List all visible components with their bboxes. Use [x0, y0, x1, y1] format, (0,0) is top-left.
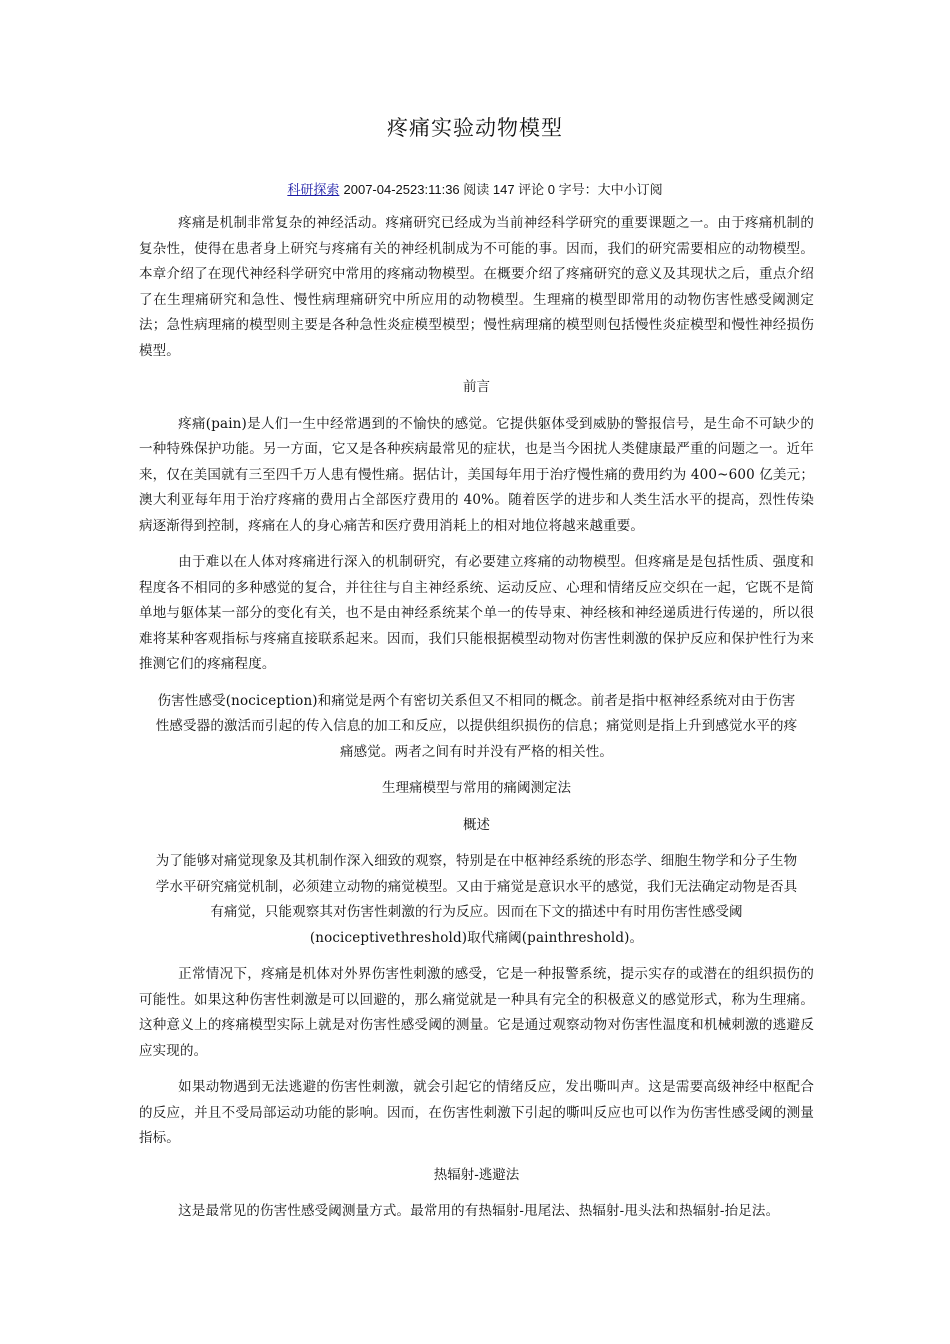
- heading-physiological-pain: 生理痛模型与常用的痛阈测定法: [382, 780, 571, 796]
- category-link[interactable]: 科研探索: [287, 183, 340, 198]
- heat-paragraph-1: 这是最常见的伤害性感受阈测量方式。最常用的有热辐射-甩尾法、热辐射-甩头法和热辐射-抬足法。: [178, 1203, 780, 1219]
- article-body: [139, 211, 814, 1236]
- preface-paragraph-3: 伤害性感受(nociception)和痛觉是两个有密切关系但又不相同的概念。前者是指中枢神经系统对由于伤害性感受器的激活而引起的传入信息的加工和反应，以提供组织损伤的信息；痛觉则是指上升到感觉水平的疼痛感觉。两者之间有时并没有严格的相关性。: [155, 692, 798, 760]
- abstract-paragraph: 疼痛是机制非常复杂的神经活动。疼痛研究已经成为当前神经科学研究的重要课题之一。由于疼痛机制的复杂性，使得在患者身上研究与疼痛有关的神经机制成为不可能的事。因而，我们的研究需要相应的动物模型。本章介绍了在现代神经科学研究中常用的疼痛动物模型。在概要介绍了疼痛研究的意义及其现状之后，重点介绍了在生理痛研究和急性、慢性病理痛研究中所应用的动物模型。生理痛的模型即常用的动物伤害性感受阈测定法；急性病理痛的模型则主要是各种急性炎症模型模型；慢性病理痛的模型则包括慢性炎症模型和慢性神经损伤模型。: [139, 215, 814, 359]
- heading-overview: 概述: [463, 816, 490, 833]
- preface-paragraph-1: 疼痛(pain)是人们一生中经常遇到的不愉快的感觉。它提供躯体受到威胁的警报信号，是生命不可缺少的一种特殊保护功能。另一方面，它又是各种疾病最常见的症状，也是当今困扰人类健康最严重的问题之一。近年来，仅在美国就有三至四千万人患有慢性痛。据估计，美国每年用于治疗慢性痛的费用约为 400~600 亿美元；澳大利亚每年用于治疗疼痛的费用占全部医疗费用的 40%。随着医学的进步和人类生活水平的提高，烈性传染病逐渐得到控制，疼痛在人的身心痛苦和医疗费用消耗上的相对地位将越来越重要。: [139, 415, 814, 534]
- heading-heat-radiation: 热辐射-逃避法: [433, 1166, 520, 1183]
- article-info: 2007-04-2523:11:36 阅读 147 评论 0 字号：大中小订阅: [343, 182, 663, 197]
- overview-paragraph-3: 如果动物遇到无法逃避的伤害性刺激，就会引起它的情绪反应，发出嘶叫声。这是需要高级神经中枢配合的反应，并且不受局部运动功能的影响。因而，在伤害性刺激下引起的嘶叫反应也可以作为伤害性感受阈的测量指标。: [139, 1079, 814, 1146]
- article-meta: [0, 181, 950, 200]
- page-title: 疼痛实验动物模型: [387, 116, 563, 140]
- heading-preface: 前言: [463, 379, 490, 395]
- overview-paragraph-2: 正常情况下，疼痛是机体对外界伤害性刺激的感受，它是一种报警系统，提示实存的或潜在的组织损伤的可能性。如果这种伤害性刺激是可以回避的，那么痛觉就是一种具有完全的积极意义的感觉形式，称为生理痛。这种意义上的疼痛模型实际上就是对伤害性感受阈的测量。它是通过观察动物对伤害性温度和机械刺激的逃避反应实现的。: [139, 966, 814, 1059]
- preface-paragraph-2: 由于难以在人体对疼痛进行深入的机制研究，有必要建立疼痛的动物模型。但疼痛是是包括性质、强度和程度各不相同的多种感觉的复合，并往往与自主神经系统、运动反应、心理和情绪反应交织在一起，它既不是简单地与躯体某一部分的变化有关，也不是由神经系统某个单一的传导束、神经核和神经递质进行传递的，所以很难将某种客观指标与疼痛直接联系起来。因而，我们只能根据模型动物对伤害性刺激的保护反应和保护性行为来推测它们的疼痛程度。: [139, 554, 814, 672]
- overview-paragraph-1: 为了能够对痛觉现象及其机制作深入细致的观察，特别是在中枢神经系统的形态学、细胞生物学和分子生物学水平研究痛觉机制，必须建立动物的痛觉模型。又由于痛觉是意识水平的感觉，我们无法确定动物是否具有痛觉，只能观察其对伤害性刺激的行为反应。因而在下文的描述中有时用伤害性感受阈(nociceptivethreshold)取代痛阈(painthreshold)。: [155, 853, 798, 946]
